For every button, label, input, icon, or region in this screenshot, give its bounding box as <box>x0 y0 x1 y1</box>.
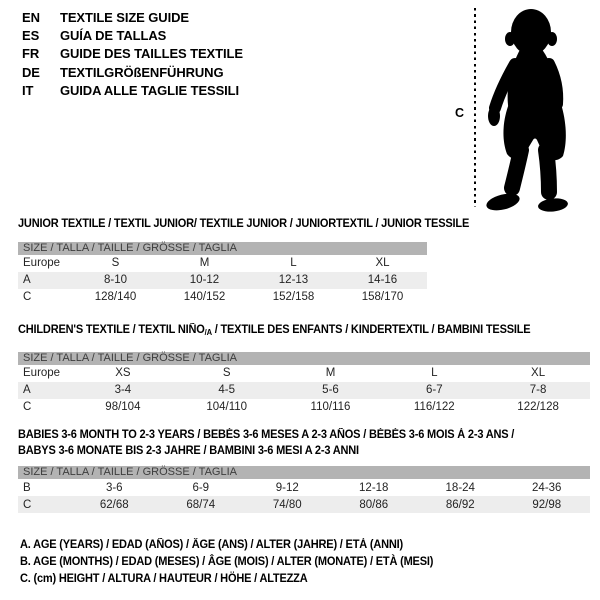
size-band-header: SIZE / TALLA / TAILLE / GRÖSSE / TAGLIA <box>18 352 590 365</box>
language-code: ES <box>22 28 40 44</box>
language-code: EN <box>22 10 40 25</box>
table-row-c <box>18 399 590 416</box>
language-code: FR <box>22 46 40 62</box>
table-cell: 98/104 <box>105 401 141 413</box>
table-cell: 12-18 <box>359 481 389 494</box>
table-row-a <box>18 272 427 289</box>
language-label: GUÍA DE TALLAS <box>60 28 167 44</box>
table-cell: XS <box>115 367 131 379</box>
table-row-a <box>18 382 590 399</box>
table-cell: 6-7 <box>425 384 443 396</box>
table-cell: 152/158 <box>272 291 315 303</box>
size-table-babies <box>18 466 590 513</box>
section-title <box>18 322 561 341</box>
table-cell: 116/122 <box>413 401 455 413</box>
table-cell: XL <box>531 367 546 379</box>
language-label: GUIDE DES TAILLES TEXTILE <box>60 46 243 62</box>
section-children-textile <box>18 322 590 416</box>
table-cell: L <box>290 257 297 269</box>
language-row-en <box>22 9 243 27</box>
table-cell: 86/92 <box>445 498 475 511</box>
table-cell: 80/86 <box>359 498 389 511</box>
row-label: C <box>23 291 32 303</box>
table-row-b <box>18 479 590 496</box>
table-cell: L <box>431 367 438 379</box>
table-cell: S <box>111 257 120 269</box>
language-code: DE <box>22 64 40 80</box>
title-text: BABYS 3-6 MONATE BIS 2-3 JAHRE / BAMBINI 3-6 MESI A 2-3 ANNI <box>18 443 359 457</box>
table-row-c <box>18 496 590 513</box>
table-row-europe <box>18 365 590 382</box>
section-title-line <box>18 443 561 459</box>
table-cell: 62/68 <box>99 498 129 511</box>
table-cell: 5-6 <box>322 384 339 396</box>
height-dotted-line <box>474 8 476 207</box>
row-label: C <box>23 498 32 511</box>
language-row-de <box>22 64 243 82</box>
language-label: TEXTILGRÖßENFÜHRUNG <box>60 64 224 80</box>
table-cell: 9-12 <box>275 481 299 494</box>
table-cell: 3-6 <box>105 481 123 494</box>
table-cell: 128/140 <box>94 291 137 303</box>
table-cell: M <box>325 367 336 379</box>
section-title <box>18 216 470 232</box>
size-table-junior <box>18 242 427 306</box>
legend-notes <box>20 536 433 588</box>
section-title-line <box>18 322 561 341</box>
table-cell: 24-36 <box>532 481 562 494</box>
title-text: JUNIOR TEXTILE / TEXTIL JUNIOR/ TEXTILE JUNIOR / JUNIORTEXTIL / JUNIOR TESSILE <box>18 217 470 230</box>
row-label: A <box>23 274 31 286</box>
row-label: C <box>23 401 32 413</box>
table-cell: 18-24 <box>445 481 475 494</box>
language-label: TEXTILE SIZE GUIDE <box>60 10 189 25</box>
size-band-header: SIZE / TALLA / TAILLE / GRÖSSE / TAGLIA <box>18 242 427 255</box>
legend-note-b: B. AGE (MONTHS) / EDAD (MESES) / ÂGE (MOIS) / ALTER (MONATE) / ETÀ (MESI) <box>20 555 434 569</box>
table-cell: 3-4 <box>114 384 132 396</box>
table-cell: 14-16 <box>367 274 398 286</box>
table-cell: 122/128 <box>517 401 559 413</box>
table-cell: 158/170 <box>361 291 404 303</box>
table-cell: 6-9 <box>192 481 210 494</box>
row-label: A <box>23 384 31 396</box>
table-cell: 7-8 <box>529 384 547 396</box>
legend-note-c: C. (cm) HEIGHT / ALTURA / HAUTEUR / HÖHE / ALTEZZA <box>20 572 308 586</box>
language-label: GUIDA ALLE TAGLIE TESSILI <box>60 82 240 98</box>
row-label: Europe <box>23 367 61 379</box>
table-cell: 8-10 <box>103 274 128 286</box>
table-cell: 4-5 <box>218 384 235 396</box>
row-label: B <box>23 481 31 494</box>
language-code: IT <box>22 82 34 98</box>
section-title-line <box>18 427 561 443</box>
table-cell: 140/152 <box>183 291 226 303</box>
size-table-children <box>18 352 590 416</box>
row-label: Europe <box>23 257 61 269</box>
table-cell: 68/74 <box>186 498 216 511</box>
table-cell: M <box>199 257 210 269</box>
section-junior-textile <box>18 216 470 306</box>
height-measure-label: C <box>455 106 465 120</box>
table-cell: 12-13 <box>278 274 309 286</box>
title-subscript: /A <box>204 328 212 337</box>
language-list <box>22 9 243 100</box>
language-row-it <box>22 82 243 100</box>
table-cell: 10-12 <box>189 274 220 286</box>
section-title <box>18 427 561 458</box>
table-cell: S <box>222 367 231 379</box>
table-cell: 74/80 <box>272 498 302 511</box>
baby-silhouette-icon <box>479 6 593 214</box>
language-row-fr <box>22 45 243 63</box>
legend-note-a: A. AGE (YEARS) / EDAD (AÑOS) / ÂGE (ANS) / ALTER (JAHRE) / ETÀ (ANNI) <box>20 538 403 551</box>
table-row-europe <box>18 255 427 272</box>
size-band-header: SIZE / TALLA / TAILLE / GRÖSSE / TAGLIA <box>18 466 590 479</box>
title-text: / TEXTILE DES ENFANTS / KINDERTEXTIL / BAMBINI TESSILE <box>211 323 531 336</box>
table-cell: 104/110 <box>206 401 248 413</box>
section-title-line <box>18 216 470 232</box>
language-row-es <box>22 27 243 45</box>
section-babies-textile <box>18 427 590 513</box>
title-text: CHILDREN'S TEXTILE / TEXTIL NIÑO <box>18 323 205 336</box>
table-cell: XL <box>375 257 390 269</box>
table-cell: 92/98 <box>532 498 562 511</box>
title-text: BABIES 3-6 MONTH TO 2-3 YEARS / BEBÉS 3-6 MESES A 2-3 AÑOS / BÉBÉS 3-6 MOIS À 2-3 ANS / <box>18 428 515 441</box>
table-cell: 110/116 <box>310 401 351 413</box>
table-row-c <box>18 289 427 306</box>
